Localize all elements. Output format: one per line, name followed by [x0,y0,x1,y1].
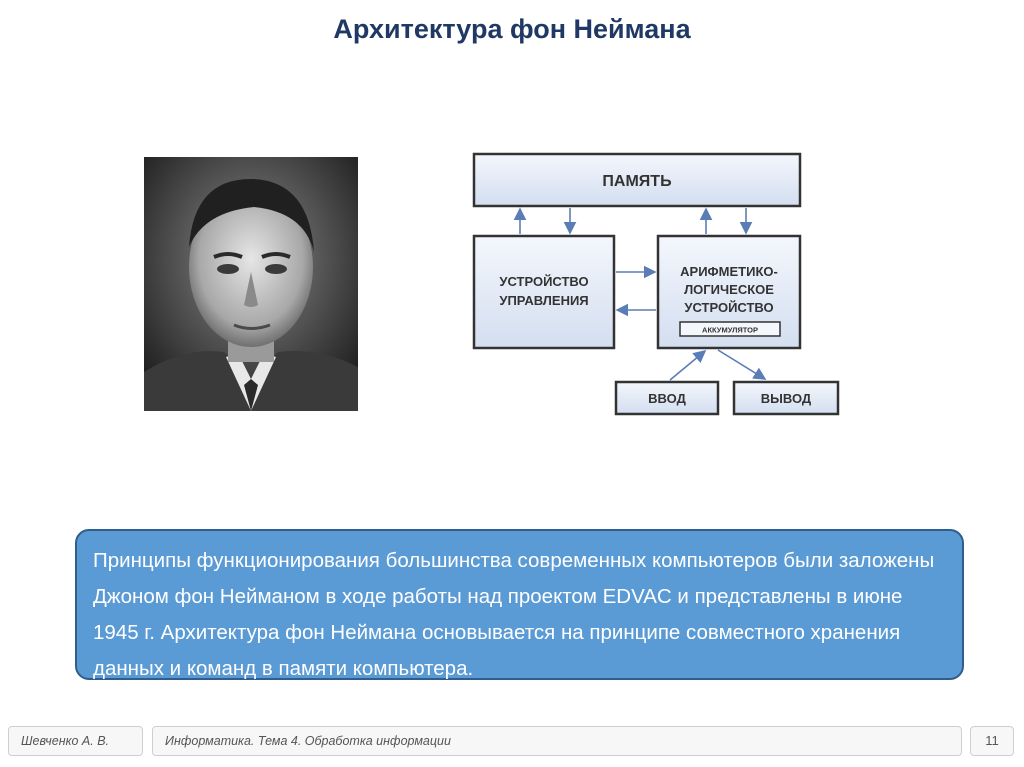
svg-text:ЛОГИЧЕСКОЕ: ЛОГИЧЕСКОЕ [684,282,774,297]
svg-text:АРИФМЕТИКО-: АРИФМЕТИКО- [680,264,778,279]
footer-author: Шевченко А. В. [8,726,143,756]
memory-box [474,154,800,206]
footer-course: Информатика. Тема 4. Обработка информации [152,726,962,756]
svg-text:ПАМЯТЬ: ПАМЯТЬ [602,173,672,190]
portrait-photo [144,157,358,411]
svg-text:ВЫВОД: ВЫВОД [760,391,812,406]
input-box [616,382,718,414]
output-box [734,382,838,414]
slide-title: Архитектура фон Неймана [333,14,691,44]
svg-text:УПРАВЛЕНИЯ: УПРАВЛЕНИЯ [499,293,589,308]
control-unit-box [474,236,614,348]
svg-text:УСТРОЙСТВО: УСТРОЙСТВО [684,300,774,315]
svg-text:АККУМУЛЯТОР: АККУМУЛЯТОР [702,325,758,335]
footer-page-number: 11 [970,726,1014,756]
info-text-box: Принципы функционирования большинства современных компьютеров были заложены Джоном фон Нейманом в ходе работы над проектом EDVAC и представлены в июне 1945 г. Архитектура фон Неймана основывается на принципе совместного хранения данных и команд в памяти компьютера. [75,529,964,680]
accumulator-box [680,322,780,336]
svg-text:ВВОД: ВВОД [648,391,686,406]
svg-text:УСТРОЙСТВО: УСТРОЙСТВО [499,274,589,289]
von-neumann-diagram [470,150,845,420]
